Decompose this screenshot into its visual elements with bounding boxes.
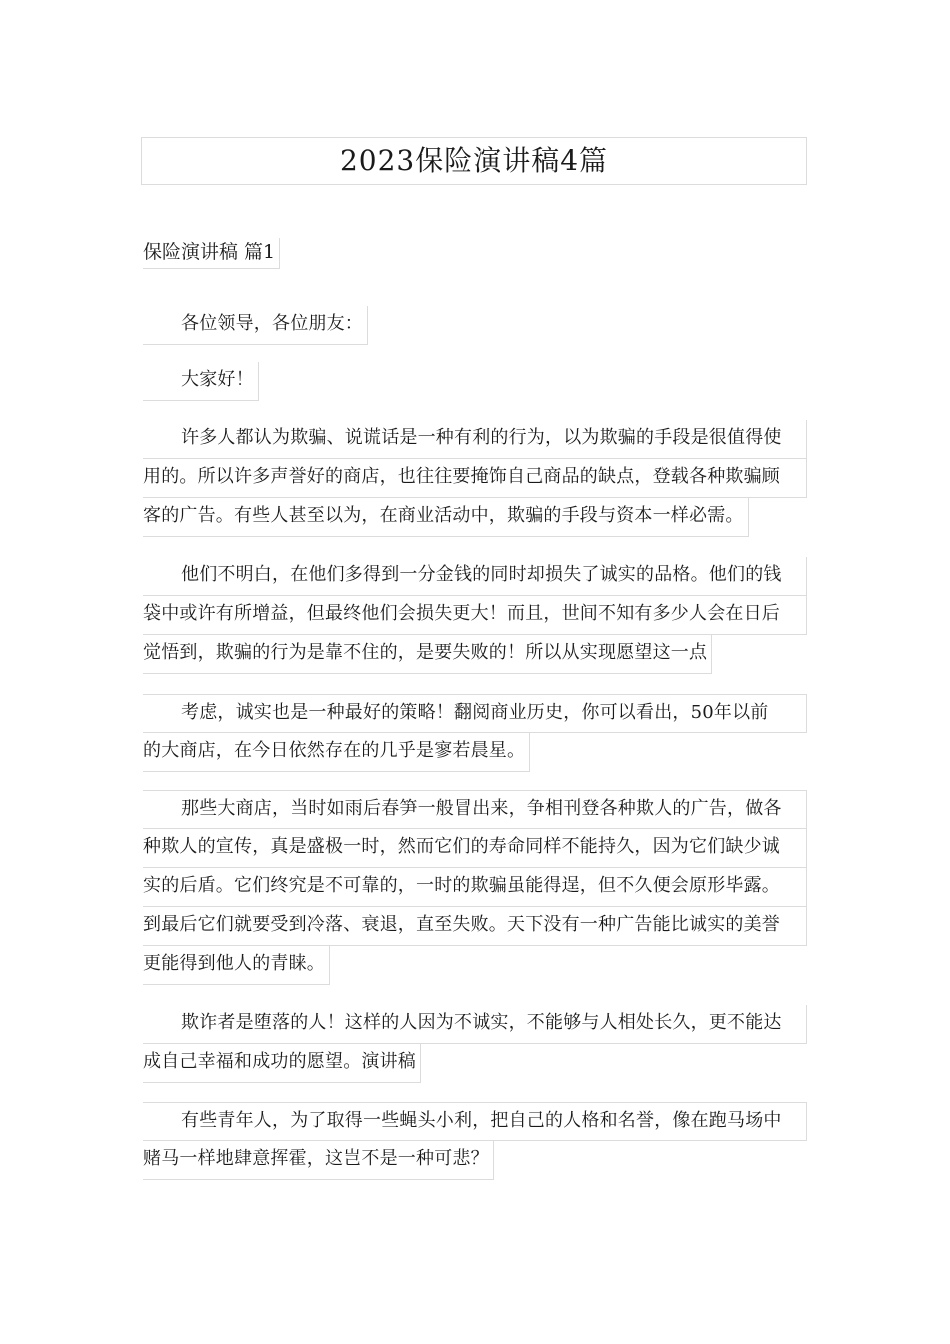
paragraph-5 xyxy=(143,694,807,777)
document-title: 2023保险演讲稿4篇 xyxy=(141,137,807,185)
paragraph-line: 赌马一样地肆意挥霍，这岂不是一种可悲？ xyxy=(143,1141,494,1180)
section-heading: 保险演讲稿 篇1 xyxy=(143,238,280,269)
paragraph-line: 考虑，诚实也是一种最好的策略！翻阅商业历史，你可以看出，50年以前 xyxy=(143,694,807,733)
paragraph-hello xyxy=(143,362,807,406)
paragraph-greeting xyxy=(143,306,807,350)
paragraph-line: 客的广告。有些人甚至以为，在商业活动中，欺骗的手段与资本一样必需。 xyxy=(143,498,749,537)
paragraph-line: 大家好！ xyxy=(143,362,259,401)
paragraph-line: 实的后盾。它们终究是不可靠的，一时的欺骗虽能得逞，但不久便会原形毕露。 xyxy=(143,868,807,907)
paragraph-line: 那些大商店，当时如雨后春笋一般冒出来，争相刊登各种欺人的广告，做各 xyxy=(143,790,807,829)
paragraph-line: 的大商店，在今日依然存在的几乎是寥若晨星。 xyxy=(143,733,530,772)
paragraph-line: 到最后它们就要受到冷落、衰退，直至失败。天下没有一种广告能比诚实的美誉 xyxy=(143,907,807,946)
paragraph-8 xyxy=(143,1102,807,1185)
paragraph-line: 更能得到他人的青睐。 xyxy=(143,946,330,985)
paragraph-6 xyxy=(143,790,807,990)
paragraph-line: 种欺人的宣传，真是盛极一时，然而它们的寿命同样不能持久，因为它们缺少诚 xyxy=(143,829,807,868)
paragraph-line: 许多人都认为欺骗、说谎话是一种有利的行为，以为欺骗的手段是很值得使 xyxy=(143,420,807,459)
paragraph-line: 用的。所以许多声誉好的商店，也往往要掩饰自己商品的缺点，登载各种欺骗顾 xyxy=(143,459,807,498)
paragraph-line: 他们不明白，在他们多得到一分金钱的同时却损失了诚实的品格。他们的钱 xyxy=(143,557,807,596)
paragraph-line: 成自己幸福和成功的愿望。演讲稿 xyxy=(143,1044,421,1083)
paragraph-line: 有些青年人，为了取得一些蝇头小利，把自己的人格和名誉，像在跑马场中 xyxy=(143,1102,807,1141)
paragraph-line: 袋中或许有所增益，但最终他们会损失更大！而且，世间不知有多少人会在日后 xyxy=(143,596,807,635)
paragraph-line: 觉悟到，欺骗的行为是靠不住的，是要失败的！所以从实现愿望这一点 xyxy=(143,635,712,674)
paragraph-4 xyxy=(143,557,807,679)
paragraph-7 xyxy=(143,1005,807,1088)
paragraph-line: 各位领导，各位朋友： xyxy=(143,306,368,345)
paragraph-line: 欺诈者是堕落的人！这样的人因为不诚实，不能够与人相处长久，更不能达 xyxy=(143,1005,807,1044)
paragraph-3 xyxy=(143,420,807,542)
